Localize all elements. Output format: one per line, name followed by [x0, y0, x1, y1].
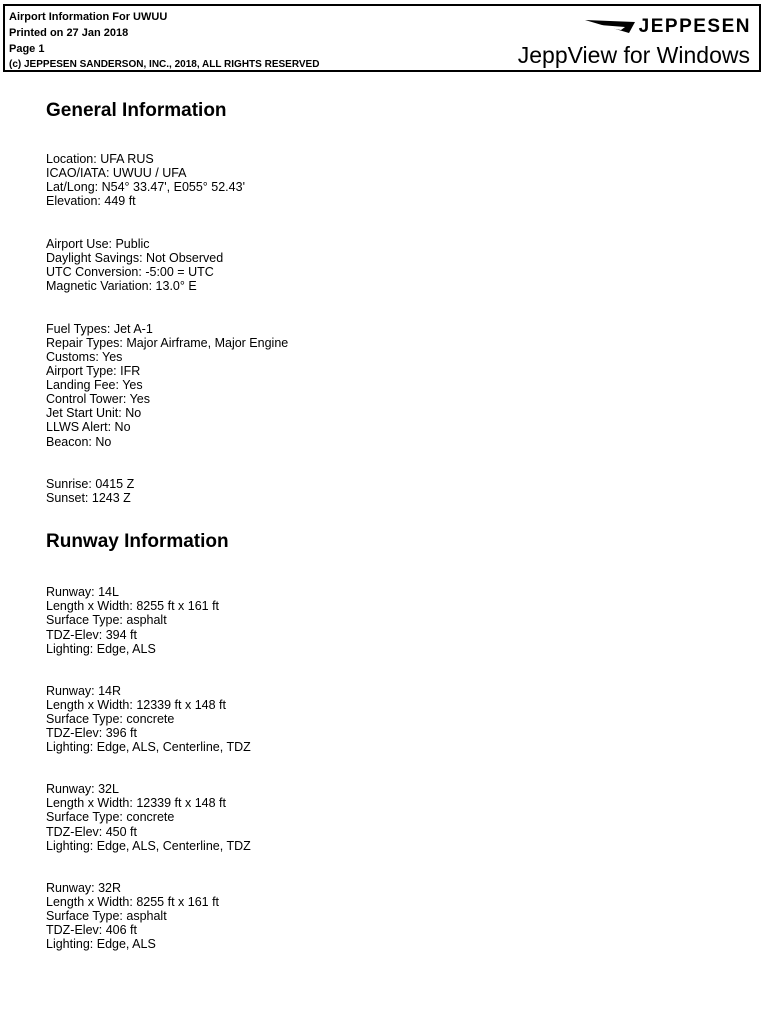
printed-date: Printed on 27 Jan 2018 — [9, 27, 129, 39]
header-info — [9, 9, 319, 73]
field-icao-iata: ICAO/IATA: UWUU / UFA — [46, 166, 187, 181]
field-daylight-savings: Daylight Savings: Not Observed — [46, 250, 224, 265]
runway-tdz-elev: TDZ-Elev: 394 ft — [46, 627, 137, 642]
general-information-heading: General Information — [46, 100, 227, 121]
field-utc-conversion: UTC Conversion: -5:00 = UTC — [46, 265, 214, 280]
runway-surface: Surface Type: asphalt — [46, 613, 167, 628]
field-magnetic-variation: Magnetic Variation: 13.0° E — [46, 279, 197, 294]
runway-id: Runway: 14L — [46, 585, 119, 600]
runway-32l — [46, 782, 726, 852]
field-fuel-types: Fuel Types: Jet A-1 — [46, 321, 153, 336]
field-control-tower: Control Tower: Yes — [46, 392, 150, 407]
runway-id: Runway: 32R — [46, 880, 122, 895]
runway-dimensions: Length x Width: 8255 ft x 161 ft — [46, 894, 220, 909]
field-repair-types: Repair Types: Major Airframe, Major Engine — [46, 335, 289, 350]
general-group-services — [46, 322, 726, 449]
field-beacon: Beacon: No — [46, 434, 112, 449]
runway-tdz-elev: TDZ-Elev: 406 ft — [46, 922, 137, 937]
page-header — [3, 4, 761, 72]
general-group-sun — [46, 477, 726, 505]
field-sunrise: Sunrise: 0415 Z — [46, 477, 135, 492]
field-airport-type: Airport Type: IFR — [46, 364, 141, 379]
runway-tdz-elev: TDZ-Elev: 450 ft — [46, 824, 137, 839]
runway-surface: Surface Type: concrete — [46, 711, 175, 726]
jeppesen-logo — [585, 16, 751, 38]
runway-dimensions: Length x Width: 12339 ft x 148 ft — [46, 796, 226, 811]
runway-lighting: Lighting: Edge, ALS — [46, 937, 156, 952]
field-sunset: Sunset: 1243 Z — [46, 491, 131, 506]
runway-dimensions: Length x Width: 8255 ft x 161 ft — [46, 599, 220, 614]
runway-tdz-elev: TDZ-Elev: 396 ft — [46, 726, 137, 741]
runway-surface: Surface Type: asphalt — [46, 908, 167, 923]
runway-lighting: Lighting: Edge, ALS, Centerline, TDZ — [46, 740, 251, 755]
product-name: JeppView for Windows — [517, 42, 750, 68]
header-title: Airport Information For UWUU — [9, 11, 168, 23]
runway-surface: Surface Type: concrete — [46, 810, 175, 825]
field-llws-alert: LLWS Alert: No — [46, 420, 131, 435]
runway-32r — [46, 881, 726, 951]
runway-information-heading: Runway Information — [46, 531, 229, 553]
runway-lighting: Lighting: Edge, ALS, Centerline, TDZ — [46, 838, 251, 853]
general-group-location — [46, 152, 726, 208]
runway-dimensions: Length x Width: 12339 ft x 148 ft — [46, 697, 226, 712]
logo-swoosh-icon — [585, 19, 635, 35]
general-group-usage — [46, 237, 726, 293]
runway-id: Runway: 14R — [46, 683, 122, 698]
copyright: (c) JEPPESEN SANDERSON, INC., 2018, ALL RIGHTS RESERVED — [9, 59, 320, 70]
field-landing-fee: Landing Fee: Yes — [46, 378, 143, 393]
runway-14l — [46, 585, 726, 655]
page-number: Page 1 — [9, 43, 45, 55]
field-airport-use: Airport Use: Public — [46, 236, 150, 251]
field-jet-start-unit: Jet Start Unit: No — [46, 406, 142, 421]
document-body — [46, 98, 726, 951]
runway-id: Runway: 32L — [46, 782, 119, 797]
runway-14r — [46, 684, 726, 754]
logo-text: JEPPESEN — [638, 16, 751, 37]
field-elevation: Elevation: 449 ft — [46, 194, 136, 209]
field-customs: Customs: Yes — [46, 349, 123, 364]
field-location: Location: UFA RUS — [46, 152, 154, 166]
field-lat-long: Lat/Long: N54° 33.47', E055° 52.43' — [46, 180, 245, 195]
runway-lighting: Lighting: Edge, ALS — [46, 641, 156, 656]
